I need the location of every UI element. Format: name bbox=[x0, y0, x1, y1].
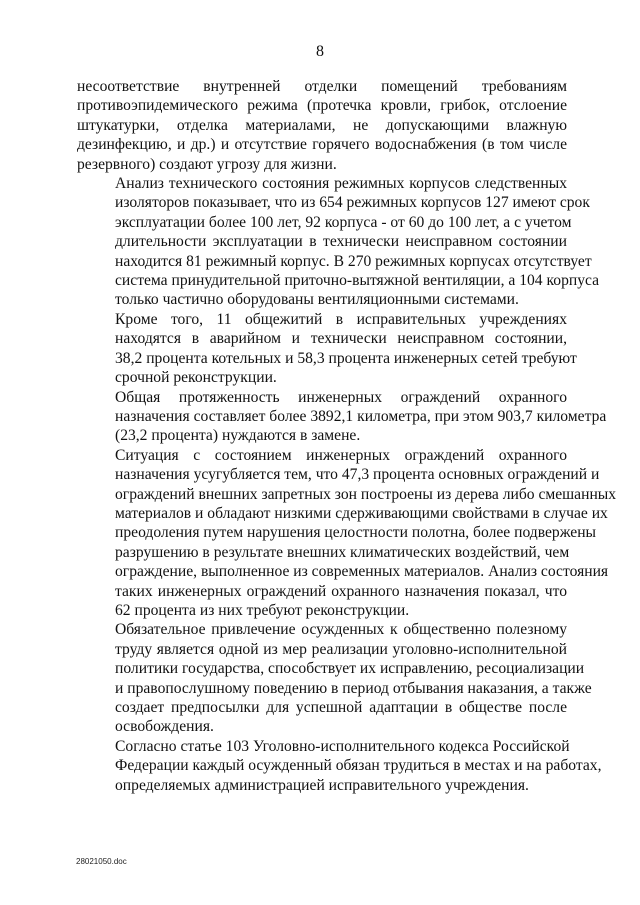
text-line: несоответствие внутренней отделки помещений требованиям bbox=[77, 78, 567, 95]
paragraph bbox=[77, 77, 567, 174]
text-line: ограждений внешних запретных зон построены из дерева либо смешанных bbox=[115, 485, 617, 503]
text-line: Обязательное привлечение осужденных к общественно полезному bbox=[115, 621, 567, 639]
document-body bbox=[77, 77, 617, 795]
text-line: Федерации каждый осужденный обязан трудиться в местах и на работах, bbox=[115, 757, 602, 775]
text-line: освобождения. bbox=[115, 718, 214, 736]
text-line: материалов и обладают низкими сдерживающими свойствами в случае их bbox=[115, 504, 608, 522]
text-line: Согласно статье 103 Уголовно-исполнительного кодекса Российской bbox=[115, 737, 570, 755]
text-line: разрушению в результате внешних климатических воздействий, чем bbox=[115, 543, 570, 561]
text-line: изоляторов показывает, что из 654 режимных корпусов 127 имеют срок bbox=[115, 194, 590, 212]
text-line: срочной реконструкции. bbox=[115, 369, 277, 387]
text-line: Общая протяженность инженерных ограждений охранного bbox=[115, 388, 567, 406]
text-line: таких инженерных ограждений охранного назначения показал, что bbox=[115, 582, 567, 600]
text-line: определяемых администрацией исправительного учреждения. bbox=[115, 776, 529, 794]
paragraph bbox=[77, 446, 617, 621]
text-line: создает предпосылки для успешной адаптации в обществе после bbox=[115, 699, 567, 716]
text-line: штукатурки, отделка материалами, не допускающими влажную bbox=[77, 116, 567, 134]
text-line: назначения составляет более 3892,1 километра, при этом 903,7 километра bbox=[115, 407, 607, 425]
text-line: труду является одной из мер реализации уголовно-исполнительной bbox=[115, 640, 567, 658]
paragraph bbox=[77, 310, 577, 388]
text-line: ограждение, выполненное из современных материалов. Анализ состояния bbox=[115, 563, 609, 581]
paragraph bbox=[77, 174, 600, 310]
text-line: Кроме того, 11 общежитий в исправительных учреждениях bbox=[115, 310, 567, 328]
text-line: дезинфекцию, и др.) и отсутствие горячего водоснабжения (в том числе bbox=[77, 136, 567, 154]
text-line: и правопослушному поведению в период отбывания наказания, а также bbox=[115, 679, 592, 697]
text-line: резервного) создают угрозу для жизни. bbox=[77, 155, 337, 173]
text-line: система принудительной приточно-вытяжной вентиляции, а 104 корпуса bbox=[115, 272, 600, 290]
text-line: (23,2 процента) нуждаются в замене. bbox=[115, 427, 361, 445]
paragraph bbox=[77, 620, 592, 736]
text-line: противоэпидемического режима (протечка кровли, грибок, отслоение bbox=[77, 97, 567, 115]
text-line: находятся в аварийном и технически неисправном состоянии, bbox=[115, 330, 567, 348]
text-line: 38,2 процента котельных и 58,3 процента инженерных сетей требуют bbox=[115, 349, 577, 367]
text-line: назначения усугубляется тем, что 47,3 процента основных ограждений и bbox=[115, 466, 600, 484]
document-filename: 28021050.doc bbox=[76, 857, 127, 866]
page-number: 8 bbox=[316, 43, 324, 60]
text-line: только частично оборудованы вентиляционными системами. bbox=[115, 291, 519, 309]
text-line: находится 81 режимный корпус. В 270 режимных корпусах отсутствует bbox=[115, 252, 592, 270]
text-line: длительности эксплуатации в технически неисправном состоянии bbox=[115, 233, 567, 251]
text-line: 62 процента из них требуют реконструкции. bbox=[115, 601, 410, 619]
text-line: Анализ технического состояния режимных корпусов следственных bbox=[115, 175, 567, 193]
text-line: политики государства, способствует их исправлению, ресоциализации bbox=[115, 660, 585, 678]
paragraph bbox=[77, 388, 607, 446]
text-line: преодоления путем нарушения целостности полотна, более подвержены bbox=[115, 524, 597, 542]
text-line: Ситуация с состоянием инженерных ограждений охранного bbox=[115, 446, 567, 464]
paragraph bbox=[77, 737, 602, 795]
text-line: эксплуатации более 100 лет, 92 корпуса - от 60 до 100 лет, а с учетом bbox=[115, 213, 572, 231]
